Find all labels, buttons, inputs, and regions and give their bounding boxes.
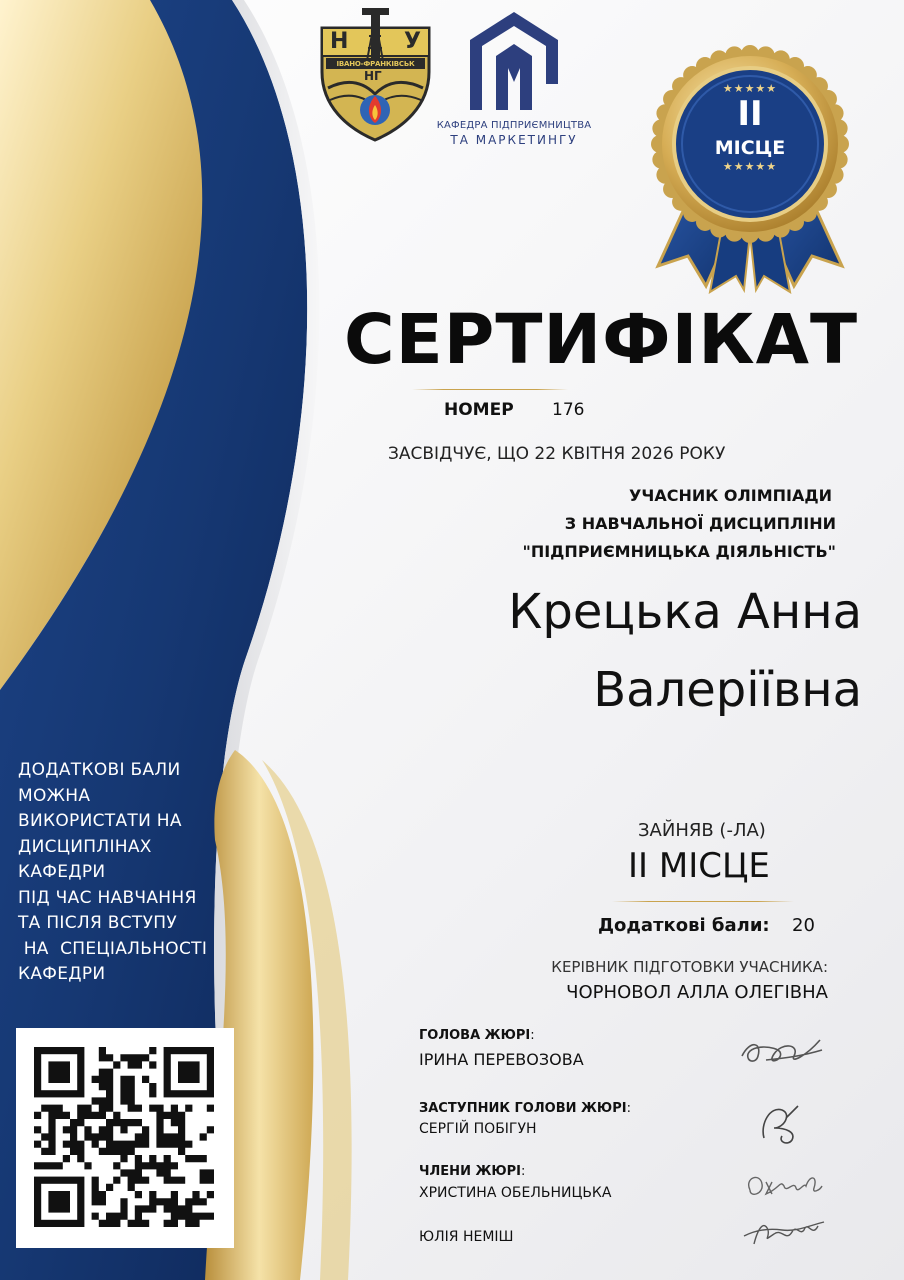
side-note-line: КАФЕДРИ xyxy=(18,964,106,984)
jury-deputy-label-text: ЗАСТУПНИК ГОЛОВИ ЖЮРІ xyxy=(419,1101,627,1116)
jury-members-label xyxy=(419,1164,525,1179)
side-note xyxy=(18,758,248,988)
number-label: НОМЕР xyxy=(444,400,514,420)
jury-head-label-text: ГОЛОВА ЖЮРІ xyxy=(419,1028,531,1043)
jury-members-label-text: ЧЛЕНИ ЖЮРІ xyxy=(419,1164,522,1179)
signature-member1 xyxy=(740,1164,826,1208)
recipient-name-line1: Крецька Анна xyxy=(508,584,862,640)
bonus-label: Додаткові бали: xyxy=(598,915,770,936)
bonus-value: 20 xyxy=(792,915,815,936)
side-note-line: КАФЕДРИ xyxy=(18,862,106,882)
jury-members-colon: : xyxy=(521,1164,526,1179)
jury-head-colon: : xyxy=(530,1028,535,1043)
place-divider xyxy=(612,901,794,902)
jury-deputy-colon: : xyxy=(626,1101,631,1116)
participant-line3: "ПІДПРИЄМНИЦЬКА ДІЯЛЬНІСТЬ" xyxy=(522,542,836,561)
side-note-line: ДИСЦИПЛІНАХ xyxy=(18,836,152,857)
qr-code-icon xyxy=(16,1028,234,1248)
jury-deputy-name: СЕРГІЙ ПОБІГУН xyxy=(419,1121,537,1137)
department-logo xyxy=(434,6,594,152)
side-note-line: ТА ПІСЛЯ ВСТУПУ xyxy=(18,913,178,933)
medal-stars-bottom: ★★★★★ xyxy=(722,160,778,173)
logo-abbr: НГ xyxy=(364,69,382,83)
qr-code[interactable] xyxy=(16,1028,234,1248)
side-note-line: МОЖНА xyxy=(18,785,91,806)
side-note-line: ВИКОРИСТАТИ НА xyxy=(18,811,182,831)
place-value: II МІСЦЕ xyxy=(628,846,770,886)
side-note-line: ПІД ЧАС НАВЧАННЯ xyxy=(18,887,197,908)
logo-letter-u: У xyxy=(404,29,421,54)
department-monogram xyxy=(434,6,436,7)
certificate-title: СЕРТИФІКАТ xyxy=(344,300,859,380)
department-name-line2: ТА МАРКЕТИНГУ xyxy=(450,133,578,147)
jury-member1-name: ХРИСТИНА ОБЕЛЬНИЦЬКА xyxy=(419,1185,612,1201)
certifies-text: ЗАСВІДЧУЄ, ЩО 22 КВІТНЯ 2026 РОКУ xyxy=(388,444,726,464)
number-value: 176 xyxy=(552,400,585,420)
signature-member2 xyxy=(738,1208,828,1252)
logo-city: ІВАНО-ФРАНКІВСЬК xyxy=(336,60,415,68)
jury-deputy-label xyxy=(419,1101,631,1116)
university-logo xyxy=(318,6,433,142)
recipient-name-line2: Валеріївна xyxy=(593,662,862,718)
jury-member2-name: ЮЛІЯ НЕМІШ xyxy=(419,1229,514,1245)
title-divider xyxy=(412,389,568,390)
department-name-line1: КАФЕДРА ПІДПРИЄМНИЦТВА xyxy=(436,120,592,131)
supervisor-label: КЕРІВНИК ПІДГОТОВКИ УЧАСНИКА: xyxy=(551,958,828,976)
medal-word: МІСЦЕ xyxy=(714,137,786,159)
medal-roman: II xyxy=(737,94,763,134)
place-medal xyxy=(640,44,860,294)
medal-stars-top: ★★★★★ xyxy=(722,82,778,95)
jury-head-name: ІРИНА ПЕРЕВОЗОВА xyxy=(419,1050,584,1069)
participant-line1: УЧАСНИК ОЛІМПІАДИ xyxy=(629,486,832,505)
signature-deputy xyxy=(752,1098,812,1148)
supervisor-name: ЧОРНОВОЛ АЛЛА ОЛЕГІВНА xyxy=(566,982,828,1003)
took-label: ЗАЙНЯВ (-ЛА) xyxy=(638,820,766,841)
jury-head-label xyxy=(419,1028,535,1043)
side-note-line: НА СПЕЦІАЛЬНОСТІ xyxy=(18,938,208,959)
logo-letter-n: Н xyxy=(330,29,349,54)
signature-head xyxy=(736,1026,828,1076)
side-note-line: ДОДАТКОВІ БАЛИ xyxy=(18,760,181,780)
participant-line2: З НАВЧАЛЬНОЇ ДИСЦИПЛІНИ xyxy=(564,514,836,533)
